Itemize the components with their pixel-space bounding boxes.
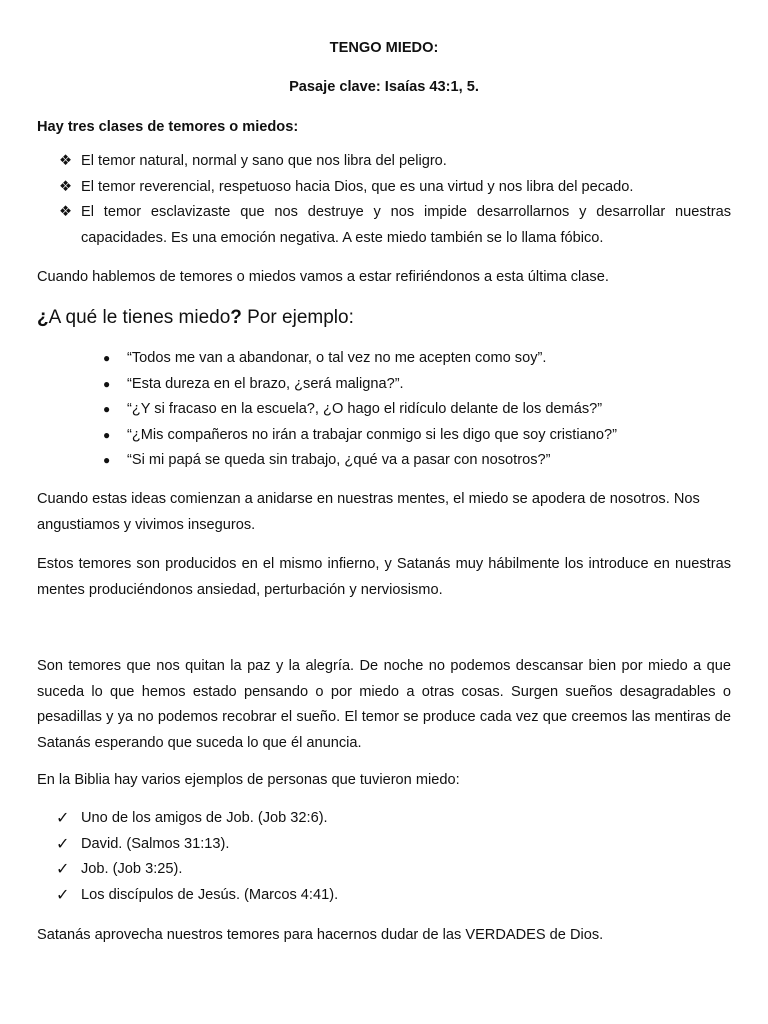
paragraph: En la Biblia hay varios ejemplos de personas que tuvieron miedo: bbox=[37, 772, 460, 788]
paragraph: Son temores que nos quitan la paz y la alegría. De noche no podemos descansar bien por miedo a que suceda lo que hemos estado pensando o por miedo a otras cosas. Surgen sueños desagradables o pesadillas y ya no podemos recobrar el sueño. El temor se produce cada vez que creemos las mentiras de Satanás esperando que suceda lo que él anuncia. bbox=[37, 658, 731, 751]
checkmark-icon: ✓ bbox=[56, 861, 70, 878]
paragraph: Satanás aprovecha nuestros temores para hacernos dudar de las VERDADES de Dios. bbox=[37, 927, 604, 943]
list-item: ✓ Uno de los amigos de Job. (Job 32:6). bbox=[37, 806, 731, 832]
bullet-dot-icon: ● bbox=[103, 453, 111, 467]
fear-types-list bbox=[37, 149, 731, 251]
list-item: ✓ David. (Salmos 31:13). bbox=[37, 832, 731, 858]
question-heading: ¿A qué le tienes miedo? Por ejemplo: bbox=[37, 307, 354, 328]
list-item: ❖ El temor reverencial, respetuoso hacia Dios, que es una virtud y nos libra del pecado. bbox=[37, 175, 731, 201]
bullet-dot-icon: ● bbox=[103, 376, 111, 391]
bullet-dot-icon: ● bbox=[103, 427, 111, 442]
document-title: TENGO MIEDO: bbox=[329, 40, 439, 56]
diamond-star-icon: ❖ bbox=[59, 178, 73, 195]
list-item: ✓ Job. (Job 3:25). bbox=[37, 857, 731, 883]
bullet-dot-icon: ● bbox=[103, 402, 111, 416]
list-item: ● “Todos me van a abandonar, o tal vez no me acepten como soy”. bbox=[37, 346, 731, 372]
paragraph: Estos temores son producidos en el mismo infierno, y Satanás muy hábilmente los introduce en nuestras mentes produciéndonos ansiedad, perturbación y nerviosismo. bbox=[37, 556, 731, 598]
list-item: ● “Esta dureza en el brazo, ¿será maligna?”. bbox=[37, 372, 731, 398]
examples-list bbox=[37, 346, 731, 474]
checkmark-icon: ✓ bbox=[56, 810, 70, 827]
bible-examples-list bbox=[37, 806, 731, 908]
diamond-star-icon: ❖ bbox=[59, 153, 73, 169]
list-item: ❖ El temor esclavizaste que nos destruye y nos impide desarrollarnos y desarrollar nuestras capacidades. Es una emoción negativa. A este miedo también se lo llama fóbico. bbox=[37, 200, 731, 251]
diamond-star-icon: ❖ bbox=[59, 204, 73, 220]
key-passage: Pasaje clave: Isaías 43:1, 5. bbox=[289, 79, 479, 95]
list-item: ● “¿Mis compañeros no irán a trabajar conmigo si les digo que soy cristiano?” bbox=[37, 423, 731, 449]
checkmark-icon: ✓ bbox=[56, 886, 70, 904]
paragraph: Cuando estas ideas comienzan a anidarse en nuestras mentes, el miedo se apodera de nosotros. Nos angustiamos y vivimos inseguros. bbox=[37, 491, 700, 533]
list-item: ● “Si mi papá se queda sin trabajo, ¿qué va a pasar con nosotros?” bbox=[37, 448, 731, 474]
list-item: ❖ El temor natural, normal y sano que nos libra del peligro. bbox=[37, 149, 731, 175]
paragraph: Cuando hablemos de temores o miedos vamos a estar refiriéndonos a esta última clase. bbox=[37, 269, 609, 285]
bullet-dot-icon: ● bbox=[103, 351, 111, 365]
checkmark-icon: ✓ bbox=[56, 835, 70, 853]
list-item: ✓ Los discípulos de Jesús. (Marcos 4:41). bbox=[37, 883, 731, 909]
list-item: ● “¿Y si fracaso en la escuela?, ¿O hago el ridículo delante de los demás?” bbox=[37, 397, 731, 423]
section-heading: Hay tres clases de temores o miedos: bbox=[37, 119, 299, 135]
